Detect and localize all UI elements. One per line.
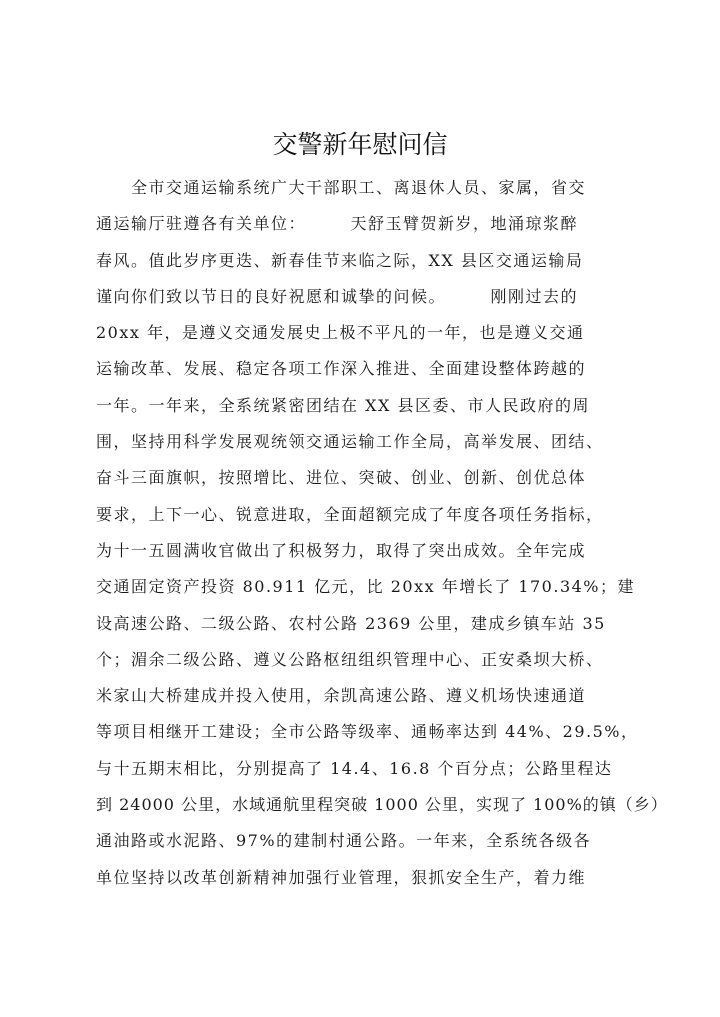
text-line: 到 24000 公里，水域通航里程突破 1000 公里，实现了 100%的镇（乡）: [96, 795, 668, 815]
text-line: 与十五期末相比，分别提高了 14.4、16.8 个百分点；公路里程达: [96, 758, 613, 778]
text-line: 设高速公路、二级公路、农村公路 2369 公里，建成乡镇车站 35: [96, 613, 606, 633]
text-line: 米家山大桥建成并投入使用，余凯高速公路、遵义机场快速通道: [96, 686, 587, 706]
text-line: 等项目相继开工建设；全市公路等级率、通畅率达到 44%、29.5%，: [96, 722, 639, 742]
text-line: 为十一五圆满收官做出了积极努力，取得了突出成效。全年完成: [96, 540, 587, 560]
text-line: 要求，上下一心、锐意进取，全面超额完成了年度各项任务指标，: [96, 504, 604, 524]
text-line: 一年。一年来，全系统紧密团结在 XX 县区委、市人民政府的周: [96, 395, 590, 415]
text-line: 20xx 年，是遵义交通发展史上极不平凡的一年，也是遵义交通: [96, 323, 585, 343]
text-line: 全市交通运输系统广大干部职工、离退休人员、家属，省交: [96, 178, 587, 197]
text-line: 单位坚持以改革创新精神加强行业管理，狠抓安全生产，着力维: [96, 867, 587, 887]
text-line: 运输改革、发展、稳定各项工作深入推进、全面建设整体跨越的: [96, 359, 587, 379]
letter-body: [96, 170, 676, 896]
text-line: 个；湄余二级公路、遵义公路枢纽组织管理中心、正安桑坝大桥、: [96, 649, 604, 669]
text-line: 奋斗三面旗帜，按照增比、进位、突破、创业、创新、创优总体: [96, 468, 587, 488]
text-line: 春风。值此岁序更迭、新春佳节来临之际，XX 县区交通运输局: [96, 250, 584, 270]
text-line: 交通固定资产投资 80.911 亿元，比 20xx 年增长了 170.34%；建: [96, 577, 636, 597]
text-line: 通油路或水泥路、97%的建制村通公路。一年来，全系统各级各: [96, 831, 592, 851]
text-line: 通运输厅驻遵各有关单位： 天舒玉臂贺新岁，地涌琼浆醉: [96, 214, 579, 234]
document-title: 交警新年慰问信: [272, 130, 448, 159]
text-line: 围，坚持用科学发展观统领交通运输工作全局，高举发展、团结、: [96, 432, 604, 452]
text-line: 谨向你们致以节日的良好祝愿和诚挚的问候。 刚刚过去的: [96, 286, 579, 306]
